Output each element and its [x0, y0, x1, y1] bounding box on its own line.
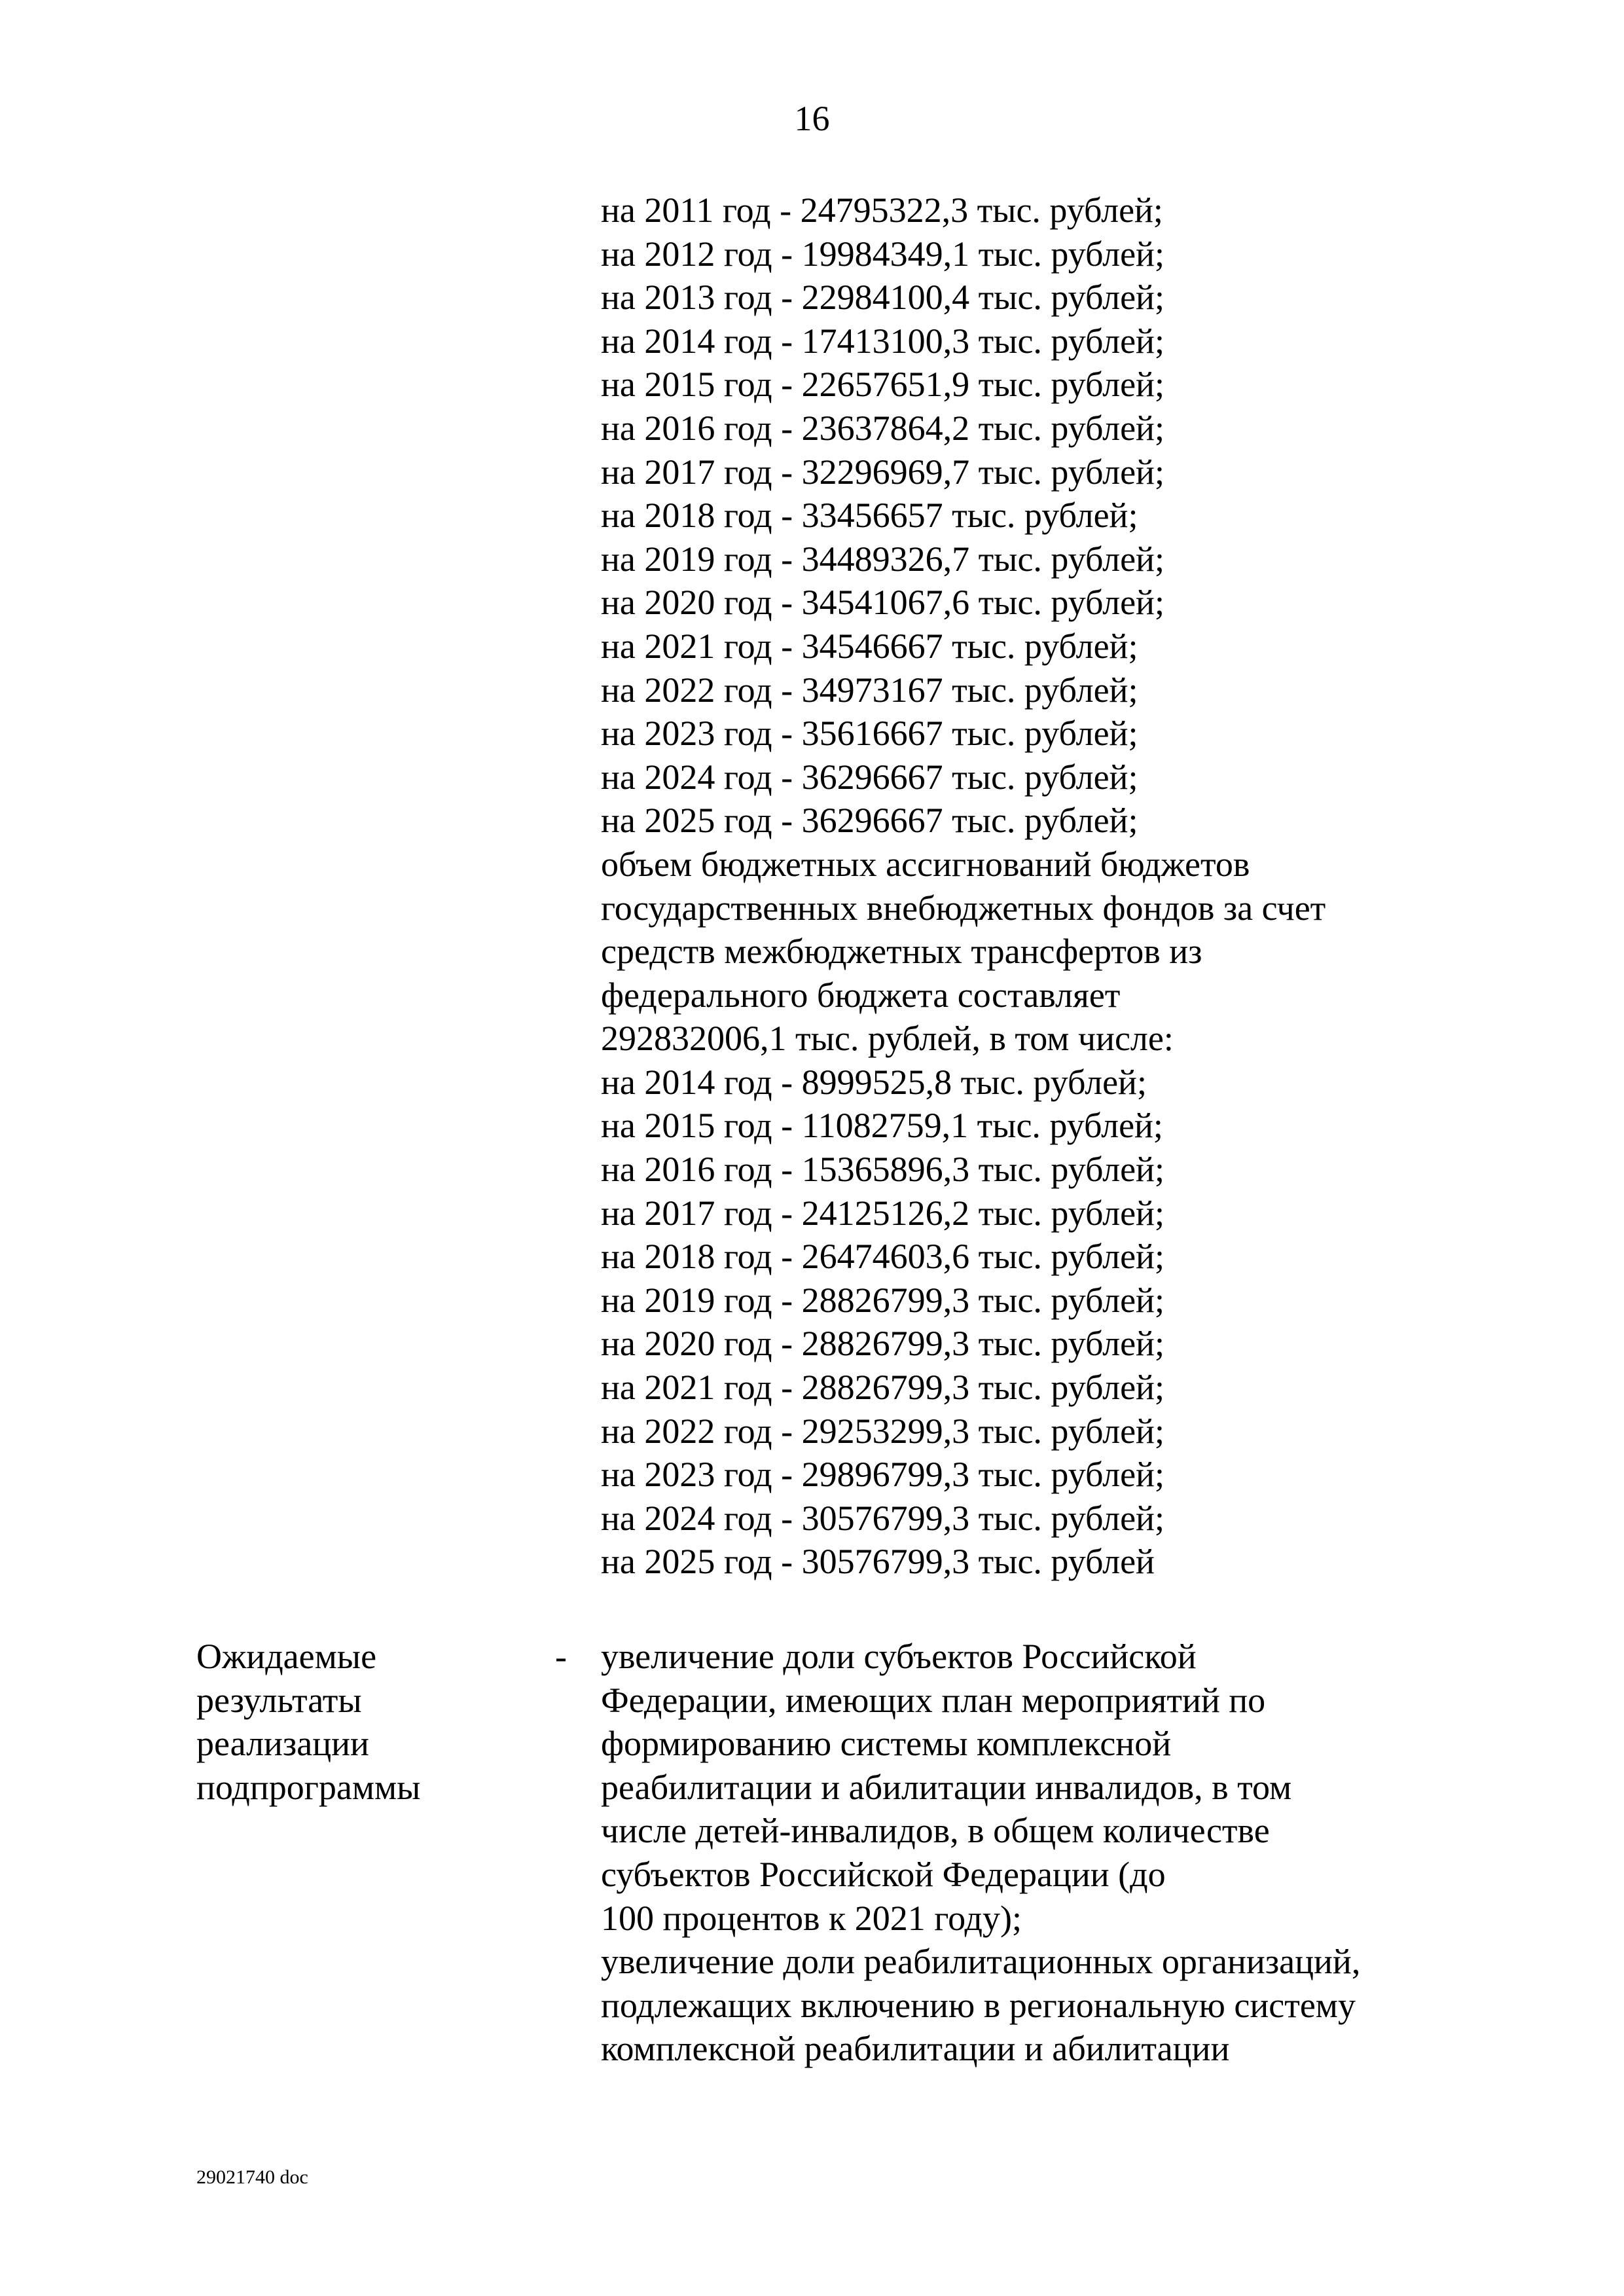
expected-results-label-line: Ожидаемые [196, 1637, 377, 1676]
funding-line-2025: на 2025 год - 36296667 тыс. рублей; [601, 801, 1138, 841]
results-text-line: подлежащих включению в региональную систему [601, 1985, 1356, 2025]
results-text-line: субъектов Российской Федерации (до [601, 1854, 1166, 1894]
extrabudgetary-line-2021: на 2021 год - 28826799,3 тыс. рублей; [601, 1368, 1164, 1408]
results-text-line: числе детей-инвалидов, в общем количестве [601, 1811, 1270, 1851]
funding-by-year-list [601, 189, 1504, 843]
extrabudgetary-intro-line: федерального бюджета составляет [601, 975, 1121, 1015]
extrabudgetary-line-2025: на 2025 год - 30576799,3 тыс. рублей [601, 1542, 1155, 1582]
extrabudgetary-line-2018: на 2018 год - 26474603,6 тыс. рублей; [601, 1237, 1164, 1277]
extrabudgetary-intro [601, 843, 1504, 1061]
extrabudgetary-line-2014: на 2014 год - 8999525,8 тыс. рублей; [601, 1062, 1147, 1102]
funding-line-2014: на 2014 год - 17413100,3 тыс. рублей; [601, 321, 1164, 361]
funding-line-2018: на 2018 год - 33456657 тыс. рублей; [601, 496, 1138, 536]
extrabudgetary-line-2017: на 2017 год - 24125126,2 тыс. рублей; [601, 1193, 1164, 1233]
extrabudgetary-total-line: 292832006,1 тыс. рублей, в том числе: [601, 1019, 1174, 1059]
funding-line-2016: на 2016 год - 23637864,2 тыс. рублей; [601, 408, 1164, 448]
results-text-line: увеличение доли субъектов Российской [601, 1637, 1197, 1676]
funding-line-2020: на 2020 год - 34541067,6 тыс. рублей; [601, 583, 1164, 623]
funding-line-2022: на 2022 год - 34973167 тыс. рублей; [601, 670, 1138, 710]
page-number: 16 [794, 99, 830, 138]
results-text-line: реабилитации и абилитации инвалидов, в том [601, 1767, 1292, 1807]
funding-line-2013: на 2013 год - 22984100,4 тыс. рублей; [601, 278, 1164, 318]
funding-line-2021: на 2021 год - 34546667 тыс. рублей; [601, 626, 1138, 666]
extrabudgetary-line-2023: на 2023 год - 29896799,3 тыс. рублей; [601, 1455, 1164, 1495]
expected-results-label [196, 1635, 511, 1809]
expected-results-label-line: подпрограммы [196, 1767, 421, 1807]
extrabudgetary-line-2015: на 2015 год - 11082759,1 тыс. рублей; [601, 1106, 1163, 1146]
expected-results-text [601, 1635, 1504, 2071]
results-text-line: Федерации, имеющих план мероприятий по [601, 1680, 1266, 1720]
results-dash: - [555, 1637, 567, 1676]
extrabudgetary-line-2019: на 2019 год - 28826799,3 тыс. рублей; [601, 1280, 1164, 1320]
document-code: 29021740 doc [196, 2166, 308, 2188]
results-text-line: увеличение доли реабилитационных организаций, [601, 1942, 1361, 1982]
results-text-line: 100 процентов к 2021 году); [601, 1898, 1022, 1938]
extrabudgetary-line-2020: на 2020 год - 28826799,3 тыс. рублей; [601, 1324, 1164, 1364]
funding-line-2011: на 2011 год - 24795322,3 тыс. рублей; [601, 191, 1163, 230]
expected-results-label-line: реализации [196, 1724, 369, 1764]
extrabudgetary-line-2022: на 2022 год - 29253299,3 тыс. рублей; [601, 1411, 1164, 1451]
results-text-line: комплексной реабилитации и абилитации [601, 2029, 1230, 2069]
results-text-line: формированию системы комплексной [601, 1724, 1172, 1764]
funding-line-2012: на 2012 год - 19984349,1 тыс. рублей; [601, 234, 1164, 274]
funding-line-2017: на 2017 год - 32296969,7 тыс. рублей; [601, 452, 1164, 492]
extrabudgetary-line-2016: на 2016 год - 15365896,3 тыс. рублей; [601, 1150, 1164, 1190]
funding-line-2024: на 2024 год - 36296667 тыс. рублей; [601, 757, 1138, 797]
extrabudgetary-intro-line: государственных внебюджетных фондов за счет [601, 888, 1326, 928]
funding-line-2015: на 2015 год - 22657651,9 тыс. рублей; [601, 365, 1164, 405]
funding-line-2023: на 2023 год - 35616667 тыс. рублей; [601, 714, 1138, 754]
funding-line-2019: на 2019 год - 34489326,7 тыс. рублей; [601, 539, 1164, 579]
extrabudgetary-intro-line: объем бюджетных ассигнований бюджетов [601, 844, 1250, 884]
funding-section [601, 189, 1504, 1584]
expected-results-label-line: результаты [196, 1680, 362, 1720]
extrabudgetary-by-year-list [601, 1061, 1504, 1584]
extrabudgetary-intro-line: средств межбюджетных трансфертов из [601, 932, 1202, 972]
extrabudgetary-line-2024: на 2024 год - 30576799,3 тыс. рублей; [601, 1498, 1164, 1538]
